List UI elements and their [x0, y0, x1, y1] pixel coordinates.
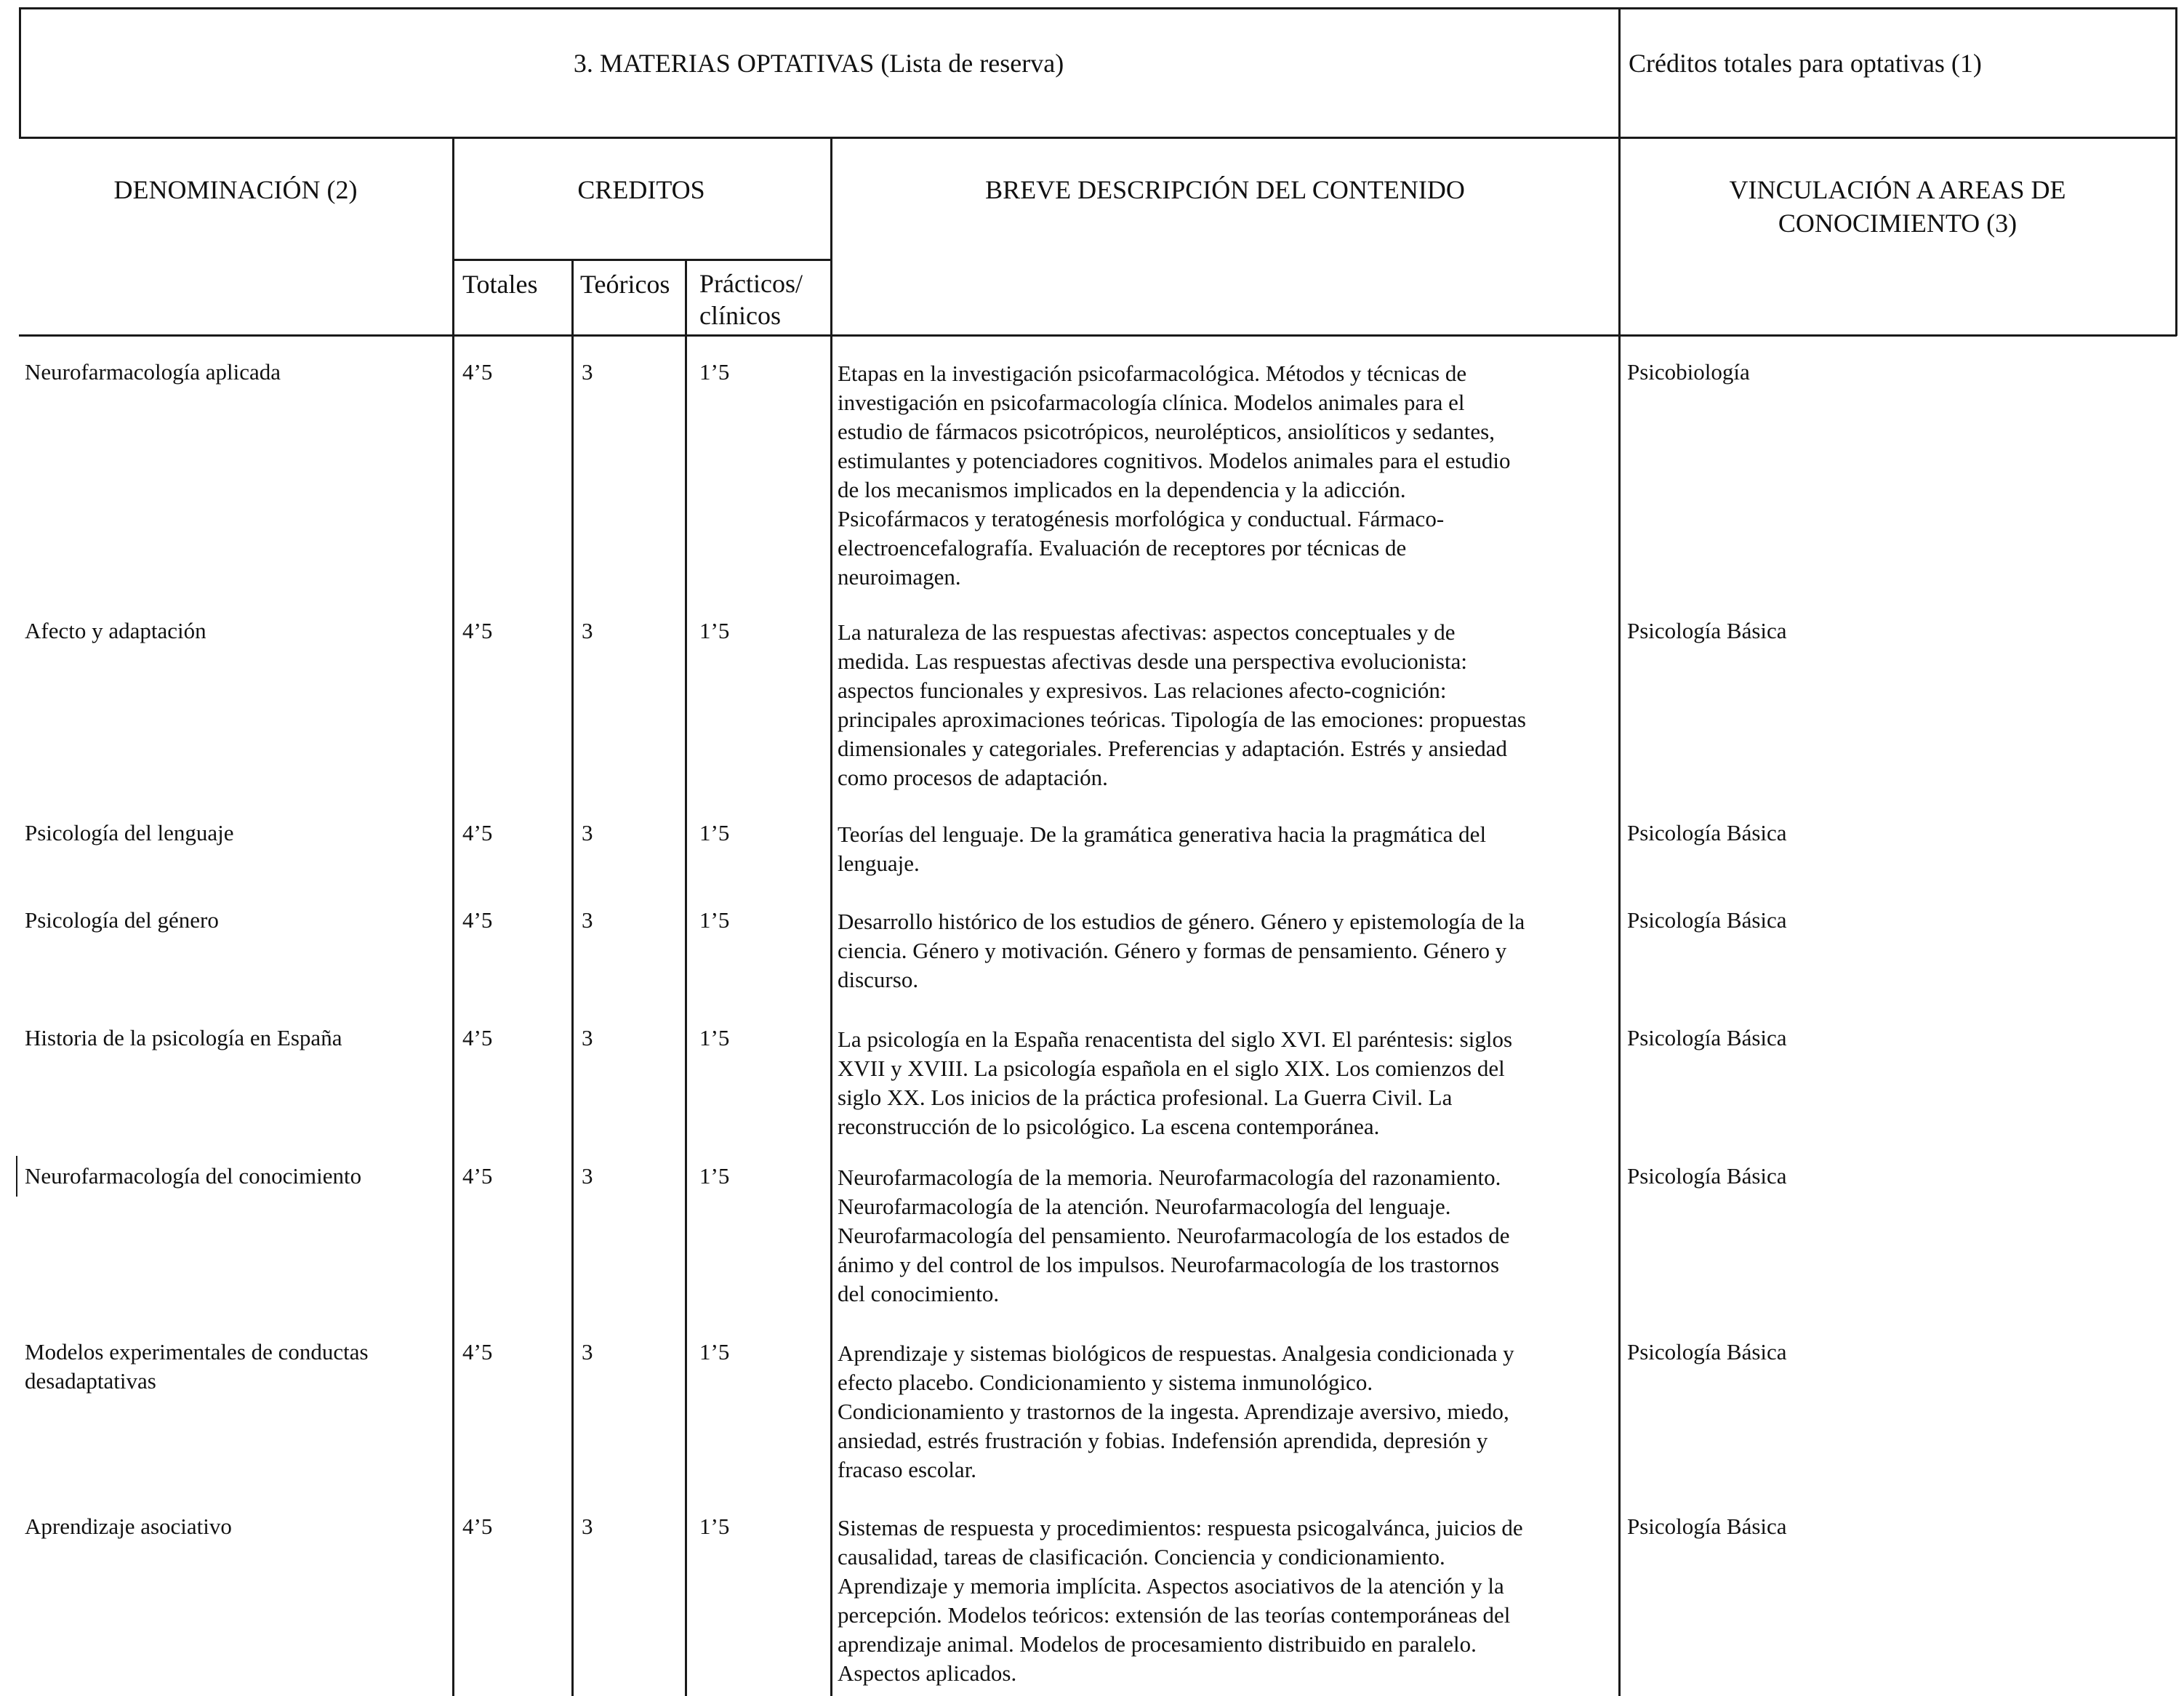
credits-teoricos: 3	[582, 1514, 593, 1539]
creditos-subheader-rule	[452, 259, 832, 261]
knowledge-area: Psicología Básica	[1627, 1163, 1787, 1189]
credits-practicos: 1’5	[699, 1163, 730, 1189]
credits-practicos: 1’5	[699, 359, 730, 385]
header-divider	[1618, 7, 1621, 336]
credits-totales: 4’5	[462, 907, 493, 933]
column-rule-teoricos	[571, 259, 574, 336]
knowledge-area: Psicología Básica	[1627, 907, 1787, 933]
subject-description: Neurofarmacología de la memoria. Neurofarmacología del razonamiento. Neurofarmacología de la atención. Neurofarmacología del lenguaje. Neurofarmacología del pensamiento. Neurofarmacología de los estados de ánimo y del control de los impulsos. Neurofarmacología de los trastornos del conocimiento.	[838, 1165, 1510, 1306]
col-header-vinculacion: VINCULACIÓN A AREAS DE CONOCIMIENTO (3)	[1729, 175, 2066, 238]
column-rule-name	[452, 137, 454, 336]
credits-teoricos: 3	[582, 907, 593, 933]
knowledge-area: Psicología Básica	[1627, 618, 1787, 643]
credits-teoricos: 3	[582, 618, 593, 643]
subject-name: Modelos experimentales de conductas desadaptativas	[25, 1339, 369, 1394]
credits-teoricos: 3	[582, 1025, 593, 1050]
credits-totales: 4’5	[462, 820, 493, 845]
body-rule-practicos	[685, 336, 687, 1696]
credits-practicos: 1’5	[699, 1025, 730, 1050]
credits-practicos: 1’5	[699, 618, 730, 643]
knowledge-area: Psicología Básica	[1627, 1339, 1787, 1365]
credits-totales: 4’5	[462, 1163, 493, 1189]
body-rule-desc	[830, 336, 832, 1696]
col-header-teoricos: Teóricos	[580, 270, 670, 299]
body-rule-totales	[452, 336, 454, 1696]
table-border-top	[19, 7, 2177, 9]
subject-name: Psicología del género	[25, 907, 219, 933]
col-header-practicos: Prácticos/ clínicos	[699, 269, 803, 330]
credits-totales: 4’5	[462, 1025, 493, 1050]
col-header-descripcion: BREVE DESCRIPCIÓN DEL CONTENIDO	[985, 175, 1465, 204]
col-header-denominacion: DENOMINACIÓN (2)	[113, 175, 358, 204]
credits-teoricos: 3	[582, 1339, 593, 1365]
credits-practicos: 1’5	[699, 1514, 730, 1539]
subject-description: Sistemas de respuesta y procedimientos: respuesta psicogalvánca, juicios de causalidad, tareas de clasificación. Conciencia y condicionamiento. Aprendizaje y memoria implícita. Aspectos asociativos de la atención y la percepción. Modelos teóricos: extensión de las teorías contemporáneas del aprendizaje animal. Modelos de procesamiento distribuido en paralelo. Aspectos aplicados.	[838, 1515, 1523, 1686]
credits-teoricos: 3	[582, 359, 593, 385]
column-rule-desc	[830, 137, 832, 336]
subject-description: Desarrollo histórico de los estudios de género. Género y epistemología de la ciencia. Género y motivación. Género y formas de pensamiento. Género y discurso.	[838, 909, 1525, 992]
section-title: 3. MATERIAS OPTATIVAS (Lista de reserva)	[573, 49, 1064, 78]
title-row-bottom-rule	[19, 137, 2177, 139]
credits-practicos: 1’5	[699, 1339, 730, 1365]
body-rule-area	[1618, 336, 1621, 1696]
subject-name: Neurofarmacología del conocimiento	[25, 1163, 362, 1189]
header-bottom-rule	[19, 334, 2177, 337]
subject-description: La psicología en la España renacentista del siglo XVI. El paréntesis: siglos XVII y XVIII. La psicología española en el siglo XIX. Los comienzos del siglo XX. Los inicios de la práctica profesional. La Guerra Civil. La reconstrucción de lo psicológico. La escena contemporánea.	[838, 1026, 1513, 1139]
subject-description: Teorías del lenguaje. De la gramática generativa hacia la pragmática del lenguaje.	[838, 821, 1487, 876]
credits-teoricos: 3	[582, 820, 593, 845]
subject-name: Afecto y adaptación	[25, 618, 206, 643]
table-border-right	[2175, 7, 2177, 336]
subject-name: Aprendizaje asociativo	[25, 1514, 232, 1539]
credits-totales: 4’5	[462, 359, 493, 385]
knowledge-area: Psicología Básica	[1627, 820, 1787, 845]
col-header-creditos: CREDITOS	[577, 175, 705, 204]
credits-practicos: 1’5	[699, 820, 730, 845]
credits-practicos: 1’5	[699, 907, 730, 933]
knowledge-area: Psicología Básica	[1627, 1025, 1787, 1050]
subject-description: Aprendizaje y sistemas biológicos de respuestas. Analgesia condicionada y efecto placebo. Condicionamiento y sistema inmunológico. Condicionamiento y trastornos de la ingesta. Aprendizaje aversivo, miedo, ansiedad, estrés frustración y fobias. Indefensión aprendida, depresión y fracaso escolar.	[838, 1341, 1514, 1482]
body-rule-teoricos	[571, 336, 574, 1696]
credits-totales: 4’5	[462, 1339, 493, 1365]
knowledge-area: Psicobiología	[1627, 359, 1750, 385]
credits-total-label: Créditos totales para optativas (1)	[1629, 49, 1982, 78]
subject-name: Neurofarmacología aplicada	[25, 359, 281, 385]
col-header-totales: Totales	[462, 270, 538, 299]
column-rule-practicos	[685, 259, 687, 336]
credits-teoricos: 3	[582, 1163, 593, 1189]
subject-description: La naturaleza de las respuestas afectivas: aspectos conceptuales y de medida. Las respuestas afectivas desde una perspectiva evolucionista: aspectos funcionales y expresivos. Las relaciones afecto-cognición: principales aproximaciones teóricas. Tipología de las emociones: propuestas dimensionales y categoriales. Preferencias y adaptación. Estrés y ansiedad como procesos de adaptación.	[838, 619, 1526, 790]
credits-totales: 4’5	[462, 618, 493, 643]
credits-totales: 4’5	[462, 1514, 493, 1539]
knowledge-area: Psicología Básica	[1627, 1514, 1787, 1539]
margin-mark	[16, 1156, 17, 1197]
subject-description: Etapas en la investigación psicofarmacológica. Métodos y técnicas de investigación en psicofarmacología clínica. Modelos animales para el estudio de fármacos psicotrópicos, neurolépticos, ansiolíticos y sedantes, estimulantes y potenciadores cognitivos. Modelos animales para el estudio de los mecanismos implicados en la dependencia y la adicción. Psicofármacos y teratogénesis morfológica y conductual. Fármaco- electroencefalografía. Evaluación de receptores por técnicas de neuroimagen.	[838, 361, 1511, 590]
subject-name: Historia de la psicología en España	[25, 1025, 342, 1050]
subject-name: Psicología del lenguaje	[25, 820, 234, 845]
